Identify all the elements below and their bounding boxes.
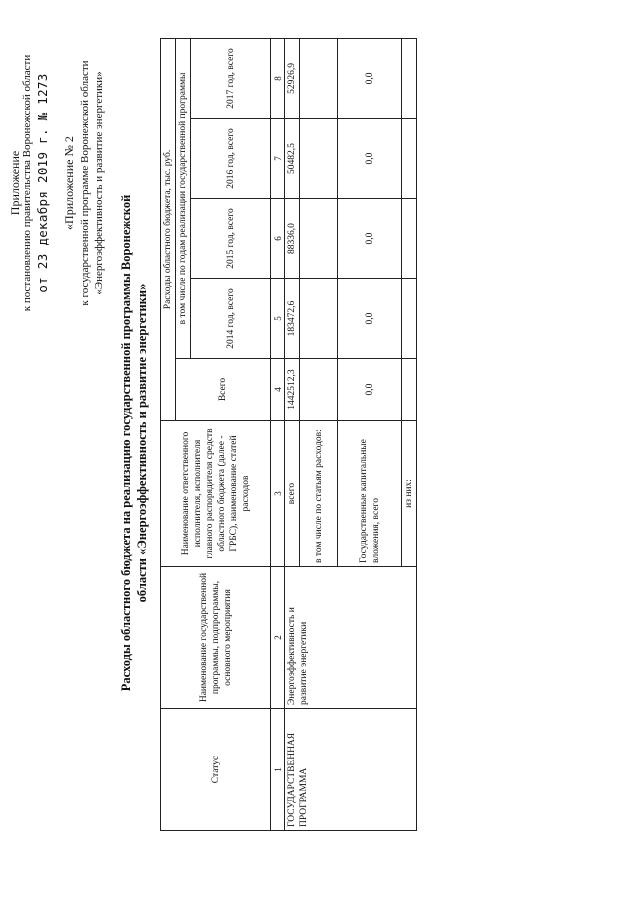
appendix-label: Приложение bbox=[8, 150, 22, 216]
total-label-cell: всего bbox=[285, 421, 300, 567]
total-2016-value: 50482,5 bbox=[285, 119, 300, 199]
capital-2016-value: 0,0 bbox=[338, 119, 402, 199]
decree-reference: к постановлению правительства Воронежской области bbox=[21, 54, 33, 312]
col-status-header: Статус bbox=[161, 709, 271, 831]
total-all-value: 1442512,3 bbox=[285, 359, 300, 421]
status-cell: ГОСУДАРСТВЕННАЯ ПРОГРАММА bbox=[285, 709, 417, 831]
capital-all-value: 0,0 bbox=[338, 359, 402, 421]
annex-program-ref: к государственной программе Воронежской области bbox=[79, 60, 91, 306]
budget-table bbox=[160, 38, 417, 831]
col-program-header: Наименование государственной программы, подпрограммы, основного мероприятия bbox=[161, 567, 271, 709]
empty-cell bbox=[402, 279, 417, 359]
table-header-row-1 bbox=[161, 38, 176, 830]
capital-2014-value: 0,0 bbox=[338, 279, 402, 359]
capital-2017-value: 0,0 bbox=[338, 38, 402, 118]
annex-program-name: «Энергоэффективность и развитие энергетики» bbox=[93, 71, 105, 295]
col-2017-header: 2017 год, всего bbox=[191, 38, 271, 118]
empty-cell bbox=[300, 38, 338, 118]
column-index: 8 bbox=[271, 38, 285, 118]
table-row-total bbox=[285, 38, 300, 830]
empty-cell bbox=[300, 359, 338, 421]
col-expenses-header: Расходы областного бюджета, тыс. руб. bbox=[161, 38, 176, 420]
column-index: 7 bbox=[271, 119, 285, 199]
document-title-line1: Расходы областного бюджета на реализацию государственной программы Воронежской bbox=[119, 194, 133, 692]
empty-cell bbox=[402, 119, 417, 199]
decree-date: от 23 декабря 2019 г. № 1273 bbox=[35, 73, 50, 293]
document-title bbox=[118, 43, 150, 843]
articles-label-cell: в том числе по статьям расходов: bbox=[300, 421, 338, 567]
col-2014-header: 2014 год, всего bbox=[191, 279, 271, 359]
col-2015-header: 2015 год, всего bbox=[191, 199, 271, 279]
column-index: 2 bbox=[271, 567, 285, 709]
empty-cell bbox=[300, 199, 338, 279]
empty-cell bbox=[300, 119, 338, 199]
column-index: 6 bbox=[271, 199, 285, 279]
col-total-header: Всего bbox=[176, 359, 271, 421]
column-index: 1 bbox=[271, 709, 285, 831]
col-2016-header: 2016 год, всего bbox=[191, 119, 271, 199]
document-title-line2: области «Энергоэффективность и развитие энергетики» bbox=[135, 283, 149, 603]
total-2017-value: 52926,9 bbox=[285, 38, 300, 118]
empty-cell bbox=[300, 279, 338, 359]
total-2015-value: 88336,0 bbox=[285, 199, 300, 279]
of-which-label-cell: из них: bbox=[402, 421, 417, 567]
col-years-header: в том числе по годам реализации государственной программы bbox=[176, 38, 191, 358]
empty-cell bbox=[402, 199, 417, 279]
empty-cell bbox=[402, 38, 417, 118]
column-index: 4 bbox=[271, 359, 285, 421]
empty-cell bbox=[402, 359, 417, 421]
column-index-row bbox=[271, 38, 285, 830]
total-2014-value: 183472,6 bbox=[285, 279, 300, 359]
column-index: 5 bbox=[271, 279, 285, 359]
annex-title: «Приложение № 2 bbox=[62, 136, 76, 230]
column-index: 3 bbox=[271, 421, 285, 567]
program-name-cell: Энергоэффективность и развитие энергетики bbox=[285, 567, 417, 709]
capital-label-cell: Государственные капитальные вложения, всего bbox=[338, 421, 402, 567]
capital-2015-value: 0,0 bbox=[338, 199, 402, 279]
col-executor-header: Наименование ответственного исполнителя, исполнителя главного распорядителя средств областного бюджета (далее - ГРБС), наименование статей расходов bbox=[161, 421, 271, 567]
